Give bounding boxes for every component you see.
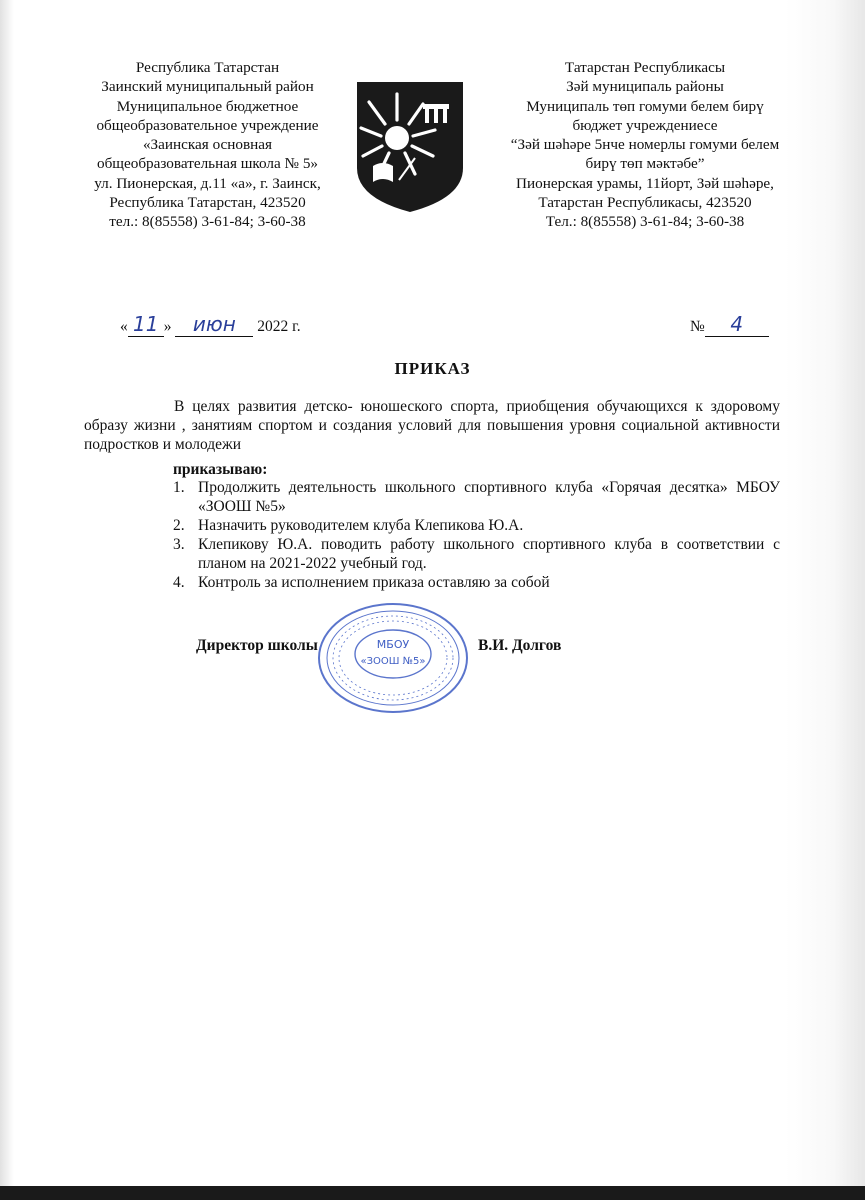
order-number-handwritten: 4: [730, 312, 744, 336]
header-left-line: тел.: 8(85558) 3-61-84; 3-60-38: [109, 213, 306, 231]
list-item: [173, 535, 780, 573]
date-day-handwritten: 11: [133, 312, 159, 336]
date-month-handwritten: июн: [192, 312, 236, 336]
header-right-line: Муниципаль төп гомуми белем бирү: [526, 97, 764, 115]
intro-paragraph: В целях развития детско- юношеского спорта, приобщения обучающихся к здоровому образу жизни , занятиям спортом и создания условий для повышения уровня социальной активности подростков и молодежи: [84, 398, 780, 453]
order-number-field: [705, 312, 769, 337]
list-item: [173, 573, 780, 592]
list-item-number: 1.: [173, 479, 185, 496]
order-number-prefix: №: [690, 318, 705, 335]
scan-bottom-edge: [0, 1186, 865, 1200]
date-open-quote: «: [120, 318, 128, 335]
stamp-text-line1: МБОУ: [376, 638, 410, 651]
list-item-text: Контроль за исполнением приказа оставляю за собой: [198, 574, 550, 591]
list-item: [173, 516, 780, 535]
scan-shadow-left: [0, 0, 14, 1200]
order-verb: приказываю:: [173, 461, 268, 478]
document-title: ПРИКАЗ: [394, 359, 471, 378]
header-right-line: Татарстан Республикасы: [564, 59, 726, 76]
header-left-line: Заинский муниципальный район: [101, 78, 314, 96]
list-item-text: Продолжить деятельность школьного спортивного клуба «Горячая десятка» МБОУ «ЗООШ №5»: [198, 479, 780, 515]
list-item-number: 4.: [173, 574, 185, 591]
header-left-line: общеобразовательная школа № 5»: [96, 155, 319, 173]
stamp-text-line2: «ЗООШ №5»: [360, 656, 426, 667]
list-item-number: 3.: [173, 536, 185, 553]
date-month-field: [175, 312, 253, 337]
list-item: [173, 478, 780, 516]
list-item-text: Клепикову Ю.А. поводить работу школьного спортивного клуба в соответствии с планом на 2021-2022 учебный год.: [198, 536, 780, 572]
header-left-line: Республика Татарстан, 423520: [109, 194, 306, 212]
header-right-line: Зәй муниципаль районы: [566, 78, 724, 96]
list-item-text: Назначить руководителем клуба Клепикова Ю.А.: [198, 517, 524, 534]
order-date: [120, 312, 301, 337]
order-number: [690, 312, 769, 337]
official-stamp: [313, 598, 473, 718]
header-right-line: Татарстан Республикасы, 423520: [538, 194, 752, 212]
header-right-line: бирү төп мәктәбе”: [585, 155, 705, 173]
order-items-list: [173, 478, 780, 592]
signature-role: Директор школы: [196, 637, 318, 654]
signature-name: В.И. Долгов: [478, 637, 562, 654]
header-right-line: Пионерская урамы, 11йорт, Зәй шәһәре,: [516, 174, 774, 192]
date-year: 2022 г.: [257, 318, 301, 335]
header-left-block: [70, 58, 345, 232]
list-item-number: 2.: [173, 517, 185, 534]
header-left-line: общеобразовательное учреждение: [96, 116, 319, 134]
header-right-block: [480, 58, 810, 232]
date-day-field: [128, 312, 164, 337]
header-left-line: ул. Пионерская, д.11 «а», г. Заинск,: [94, 174, 321, 192]
coat-of-arms-icon: [355, 80, 465, 214]
header-right-line: “Зәй шәһәре 5нче номерлы гомуми белем: [510, 136, 780, 154]
header-left-line: Республика Татарстан: [135, 59, 280, 76]
header-left-line: Муниципальное бюджетное: [116, 97, 299, 115]
header-right-line: Тел.: 8(85558) 3-61-84; 3-60-38: [545, 213, 745, 231]
header-left-line: «Заинская основная: [142, 136, 273, 154]
header-right-line: бюджет учреждениесе: [572, 116, 718, 134]
date-close-quote: »: [163, 318, 172, 335]
